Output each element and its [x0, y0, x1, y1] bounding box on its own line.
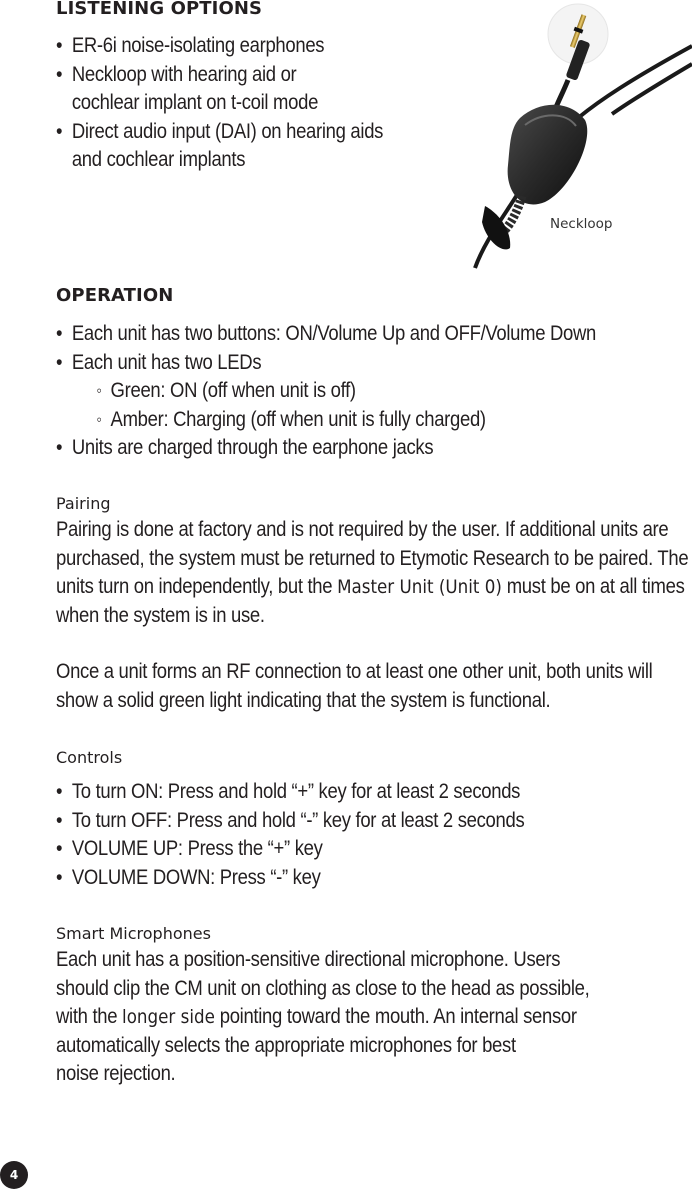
- list-item: • To turn OFF: Press and hold “-” key for at least 2 seconds: [56, 807, 524, 836]
- pairing-paragraph-2: Once a unit forms an RF connection to at least one other unit, both units will show a solid green light indicating that the system is functional.: [56, 660, 653, 712]
- list-item: • Neckloop with hearing aid or: [56, 61, 383, 90]
- text-line: with the longer side pointing toward the mouth. An internal sensor: [56, 1005, 577, 1028]
- smart-microphones-paragraph: [56, 946, 690, 1089]
- controls-heading: Controls: [56, 748, 123, 767]
- list-item: • Each unit has two LEDs: [56, 349, 596, 378]
- smart-microphones-heading: Smart Microphones: [56, 924, 211, 943]
- master-unit-emphasis: Master Unit (Unit 0): [337, 576, 502, 598]
- text-line: noise rejection.: [56, 1062, 176, 1085]
- controls-list: [56, 778, 588, 892]
- list-item: • Units are charged through the earphone jacks: [56, 434, 596, 463]
- pairing-paragraph-1: Pairing is done at factory and is not required by the user. If additional units are purchased, the system must be returned to Etymotic Research to be paired. The units turn on independently, but the Master Unit (Unit 0) must be on at all times when the system is in use.: [56, 518, 689, 627]
- sub-list-item: ◦ Amber: Charging (off when unit is fully charged): [56, 406, 596, 435]
- text-line: should clip the CM unit on clothing as close to the head as possible,: [56, 976, 590, 1000]
- text-line: Each unit has a position-sensitive directional microphone. Users: [56, 948, 561, 971]
- figure-caption: Neckloop: [550, 216, 613, 232]
- longer-side-emphasis: longer side: [122, 1006, 215, 1028]
- operation-list: [56, 320, 670, 463]
- list-item: • VOLUME DOWN: Press “-” key: [56, 864, 524, 893]
- list-item: • Each unit has two buttons: ON/Volume Up and OFF/Volume Down: [56, 320, 596, 349]
- page-number-badge: 4: [0, 1161, 28, 1189]
- list-item: • VOLUME UP: Press the “+” key: [56, 835, 524, 864]
- list-item: • ER-6i noise-isolating earphones: [56, 32, 383, 61]
- listening-options-heading: LISTENING OPTIONS: [56, 0, 263, 19]
- listening-options-list: [56, 32, 428, 175]
- list-item-continuation: cochlear implant on t-coil mode: [71, 91, 319, 114]
- operation-heading: OPERATION: [56, 285, 174, 306]
- sub-list-item: ◦ Green: ON (off when unit is off): [56, 377, 596, 406]
- text-line: automatically selects the appropriate microphones for best: [56, 1033, 516, 1057]
- list-item: • Direct audio input (DAI) on hearing aids: [56, 118, 383, 147]
- list-item-continuation: and cochlear implants: [71, 148, 246, 171]
- pairing-heading: Pairing: [56, 494, 111, 513]
- list-item: • To turn ON: Press and hold “+” key for at least 2 seconds: [56, 778, 524, 807]
